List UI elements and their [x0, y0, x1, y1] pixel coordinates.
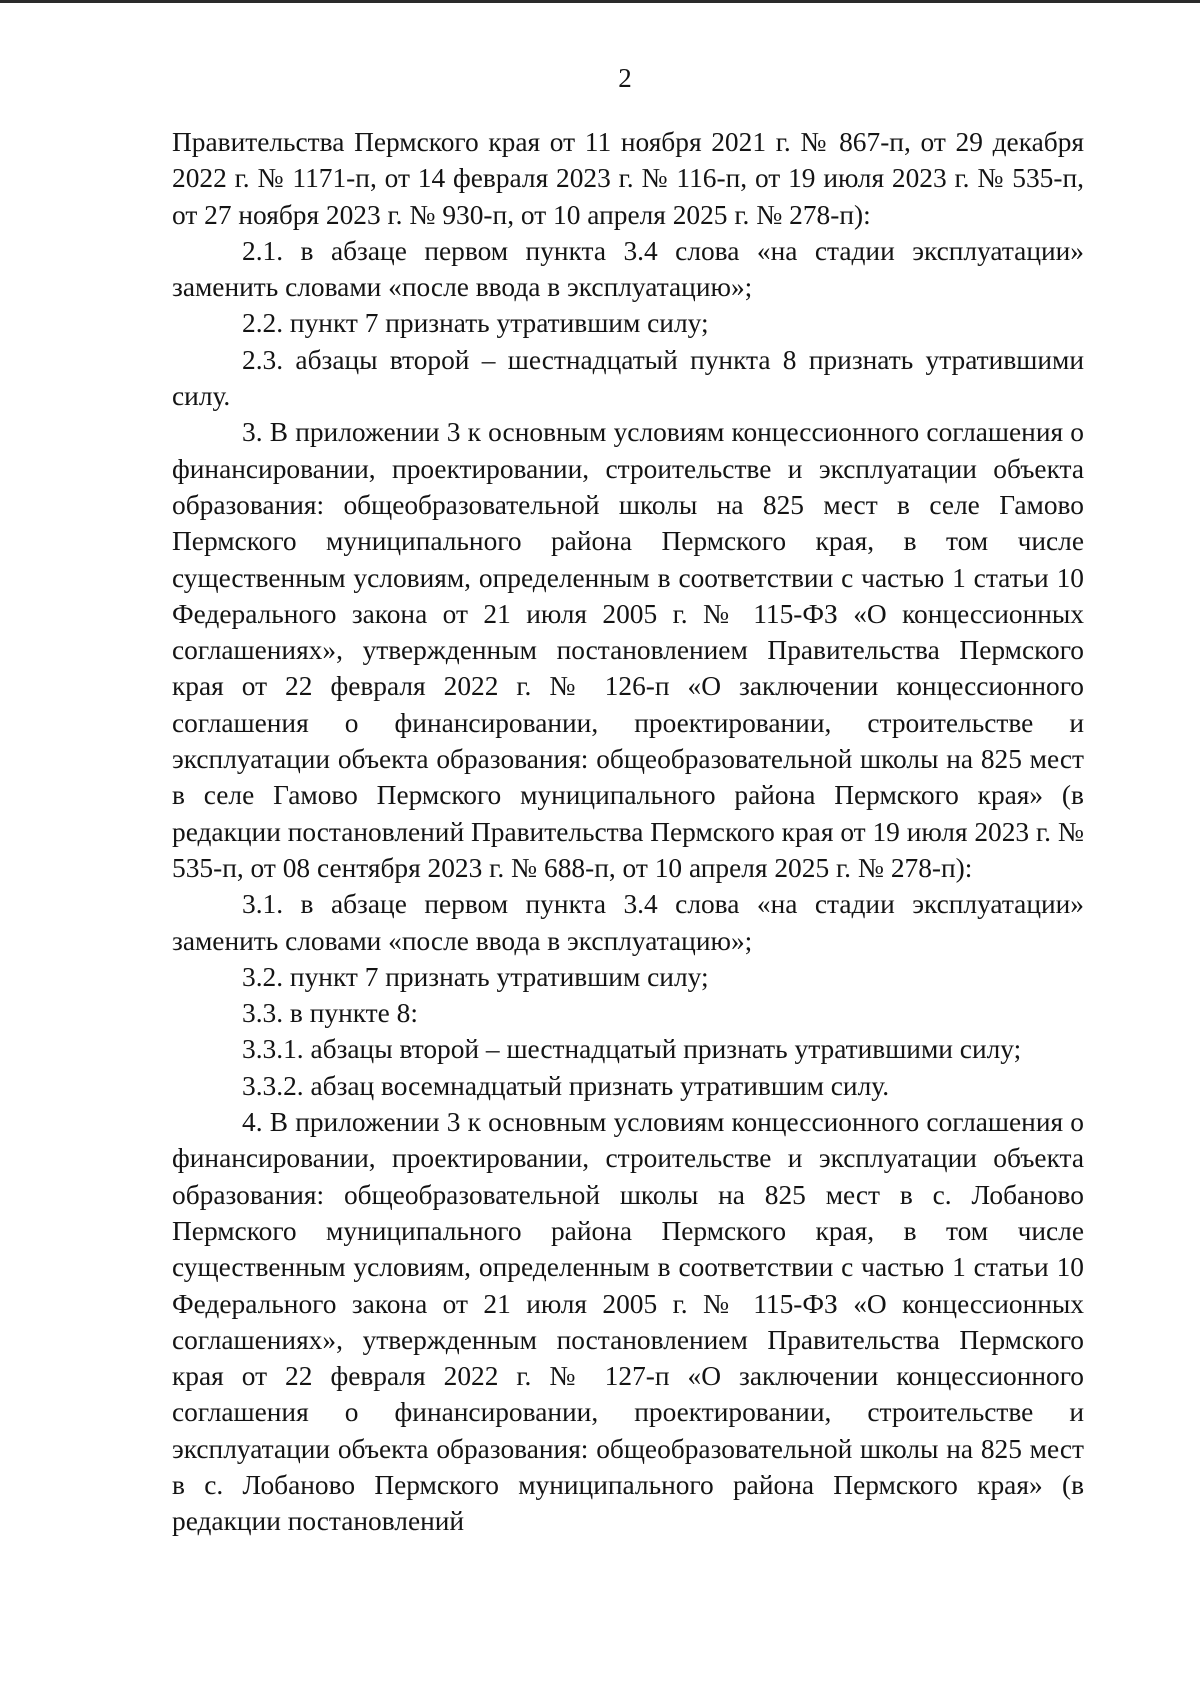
paragraph-3-3: 3.3. в пункте 8: [242, 998, 418, 1029]
paragraph-2-1: 2.1. в абзаце первом пункта 3.4 слова «на стадии эксплуатации» заменить словами «после ввода в эксплуатацию»; [172, 235, 1084, 303]
paragraph-4: 4. В приложении 3 к основным условиям концессионного соглашения о финансировании, проектировании, строительстве и эксплуатации объекта образования: общеобразовательной школы на 825 мест в с. Лобаново Пермского муниципального района Пермского края, в том числе существенным условиям, определенным в соответствии с частью 1 статьи 10 Федерального закона от 21 июля 2005 г. № 115-ФЗ «О концессионных соглашениях», утвержденным постановлением Правительства Пермского края от 22 февраля 2022 г. № 127-п «О заключении концессионного соглашения о финансировании, проектировании, строительстве и эксплуатации объекта образования: общеобразовательной школы на 825 мест в с. Лобаново Пермского муниципального района Пермского края» (в редакции постановлений [172, 1107, 1084, 1537]
paragraph-3-1: 3.1. в абзаце первом пункта 3.4 слова «на стадии эксплуатации» заменить словами «после ввода в эксплуатацию»; [172, 889, 1084, 956]
paragraph-continuation: Правительства Пермского края от 11 ноября 2021 г. № 867-п, от 29 декабря 2022 г. № 1171-п, от 14 февраля 2023 г. № 116-п, от 19 июля 2023 г. № 535-п, от 27 ноября 2023 г. № 930-п, от 10 апреля 2025 г. № 278-п): [172, 127, 1084, 230]
document-body [172, 124, 1084, 1540]
paragraph-3-3-2: 3.3.2. абзац восемнадцатый признать утратившим силу. [242, 1070, 890, 1101]
paragraph-2-2: 2.2. пункт 7 признать утратившим силу; [242, 308, 709, 339]
paragraph-3: 3. В приложении 3 к основным условиям концессионного соглашения о финансировании, проектировании, строительстве и эксплуатации объекта образования: общеобразовательной школы на 825 мест в селе Гамово Пермского муниципального района Пермского края, в том числе существенным условиям, определенным в соответствии с частью 1 статьи 10 Федерального закона от 21 июля 2005 г. № 115-ФЗ «О концессионных соглашениях», утвержденным постановлением Правительства Пермского края от 22 февраля 2022 г. № 126-п «О заключении концессионного соглашения о финансировании, проектировании, строительстве и эксплуатации объекта образования: общеобразовательной школы на 825 мест в селе Гамово Пермского муниципального района Пермского края» (в редакции постановлений Правительства Пермского края от 19 июля 2023 г. № 535-п, от 08 сентября 2023 г. № 688-п, от 10 апреля 2025 г. № 278-п): [172, 417, 1084, 883]
paragraph-2-3: 2.3. абзацы второй – шестнадцатый пункта 8 признать утратившими силу. [172, 344, 1084, 412]
paragraph-3-3-1: 3.3.1. абзацы второй – шестнадцатый признать утратившими силу; [242, 1034, 1022, 1065]
paragraph-3-2: 3.2. пункт 7 признать утратившим силу; [242, 961, 709, 992]
scan-edge [0, 0, 1200, 3]
page-number: 2 [618, 63, 632, 93]
